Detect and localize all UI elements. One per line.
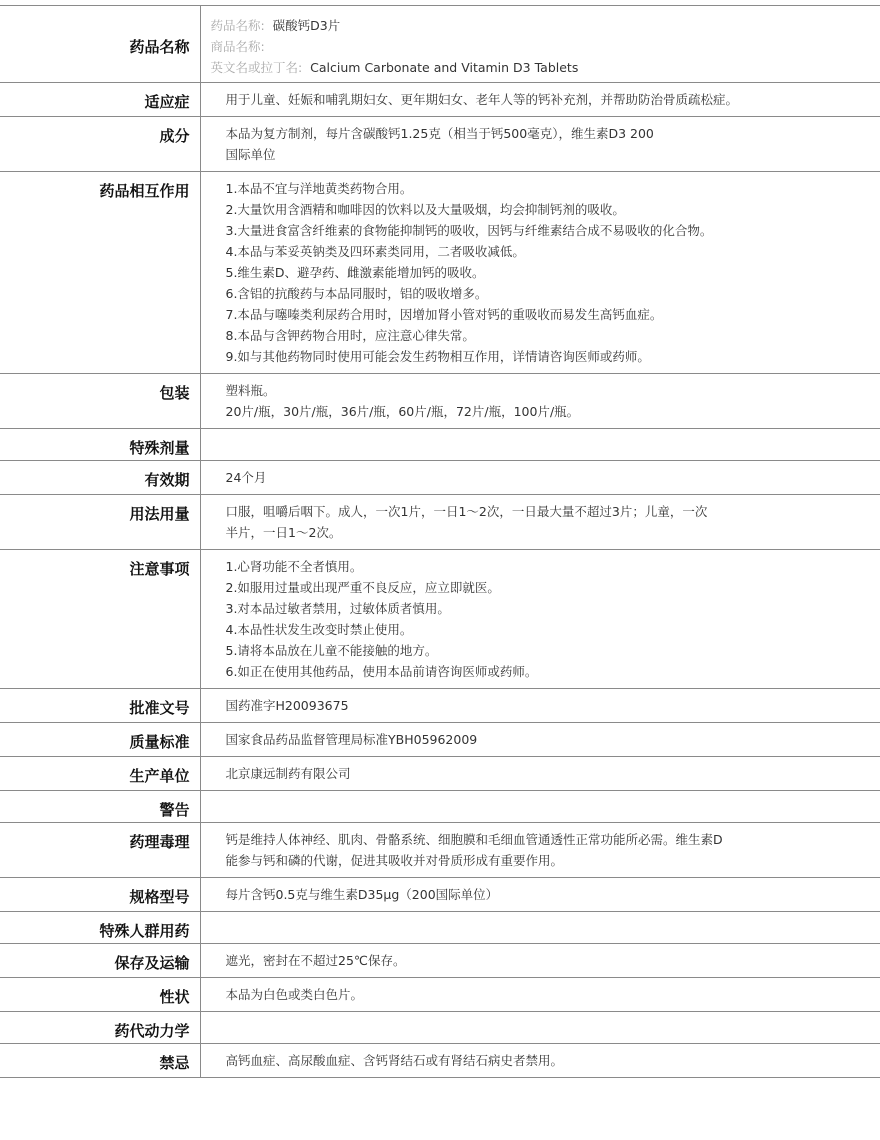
field-value: Calcium Carbonate and Vitamin D3 Tablets	[310, 60, 579, 75]
row-label: 规格型号	[0, 878, 200, 912]
info-row	[0, 757, 880, 791]
info-row	[0, 117, 880, 172]
row-value	[200, 791, 880, 823]
row-value	[200, 1012, 880, 1044]
value-line: 8.本品与含钾药物合用时，应注意心律失常。	[225, 328, 475, 343]
row-value	[200, 172, 880, 374]
row-value	[200, 689, 880, 723]
info-row	[0, 912, 880, 944]
value-line: 塑料瓶。	[225, 383, 276, 398]
value-line: 国家食品药品监督管理局标准YBH05962009	[225, 732, 478, 747]
english-name-field	[211, 57, 880, 78]
value-line: 用于儿童、妊娠和哺乳期妇女、更年期妇女、老年人等的钙补充剂，并帮助防治骨质疏松症。	[225, 92, 739, 107]
value-line: 1.心肾功能不全者慎用。	[225, 559, 363, 574]
row-value	[200, 374, 880, 429]
info-row	[0, 823, 880, 878]
row-label: 批准文号	[0, 689, 200, 723]
drug-info-table	[0, 5, 880, 1078]
row-label: 用法用量	[0, 495, 200, 550]
info-row	[0, 944, 880, 978]
value-line: 1.本品不宜与洋地黄类药物合用。	[225, 181, 413, 196]
value-line: 7.本品与噻嗪类利尿药合用时，因增加肾小管对钙的重吸收而易发生高钙血症。	[225, 307, 663, 322]
row-value	[200, 1044, 880, 1078]
row-value	[200, 83, 880, 117]
trade-name-field	[211, 36, 880, 57]
value-line: 每片含钙0.5克与维生素D35μg（200国际单位）	[225, 887, 499, 902]
value-line: 能参与钙和磷的代谢，促进其吸收并对骨质形成有重要作用。	[225, 853, 564, 868]
drug-name-fields	[200, 6, 880, 83]
row-value	[200, 723, 880, 757]
value-line: 本品为复方制剂，每片含碳酸钙1.25克（相当于钙500毫克），维生素D3 200	[225, 126, 654, 141]
row-value	[200, 757, 880, 791]
value-line: 24个月	[225, 470, 267, 485]
row-label: 药代动力学	[0, 1012, 200, 1044]
row-label: 注意事项	[0, 550, 200, 689]
value-line: 国药准字H20093675	[225, 698, 349, 713]
value-line: 遮光，密封在不超过25℃保存。	[225, 953, 406, 968]
row-label: 禁忌	[0, 1044, 200, 1078]
row-label: 性状	[0, 978, 200, 1012]
row-value	[200, 978, 880, 1012]
value-line: 半片，一日1～2次。	[225, 525, 342, 540]
field-key: 英文名或拉丁名:	[210, 60, 303, 75]
value-line: 6.如正在使用其他药品，使用本品前请咨询医师或药师。	[225, 664, 538, 679]
value-line: 5.请将本品放在儿童不能接触的地方。	[225, 643, 438, 658]
value-line: 本品为白色或类白色片。	[225, 987, 364, 1002]
row-value	[200, 878, 880, 912]
info-row	[0, 429, 880, 461]
info-row	[0, 723, 880, 757]
info-row	[0, 172, 880, 374]
field-value: 碳酸钙D3片	[272, 18, 341, 33]
value-line: 钙是维持人体神经、肌肉、骨骼系统、细胞膜和毛细血管通透性正常功能所必需。维生素D	[225, 832, 723, 847]
row-label: 药品名称	[0, 6, 200, 83]
value-line: 国际单位	[225, 147, 276, 162]
row-value	[200, 550, 880, 689]
generic-name-field	[211, 15, 880, 36]
info-row	[0, 374, 880, 429]
info-row	[0, 689, 880, 723]
row-value	[200, 495, 880, 550]
row-value	[200, 117, 880, 172]
info-row	[0, 550, 880, 689]
row-label: 警告	[0, 791, 200, 823]
row-value	[200, 461, 880, 495]
row-label: 特殊剂量	[0, 429, 200, 461]
row-label: 质量标准	[0, 723, 200, 757]
row-value	[200, 944, 880, 978]
row-value	[200, 823, 880, 878]
row-label: 适应症	[0, 83, 200, 117]
info-row	[0, 83, 880, 117]
field-key: 商品名称:	[210, 39, 265, 54]
row-label: 包装	[0, 374, 200, 429]
value-line: 口服，咀嚼后咽下。成人，一次1片，一日1～2次，一日最大量不超过3片；儿童，一次	[225, 504, 708, 519]
row-value	[200, 912, 880, 944]
value-line: 4.本品性状发生改变时禁止使用。	[225, 622, 413, 637]
info-row	[0, 495, 880, 550]
value-line: 高钙血症、高尿酸血症、含钙肾结石或有肾结石病史者禁用。	[225, 1053, 564, 1068]
value-line: 5.维生素D、避孕药、雌激素能增加钙的吸收。	[225, 265, 485, 280]
row-label: 生产单位	[0, 757, 200, 791]
value-line: 2.如服用过量或出现严重不良反应，应立即就医。	[225, 580, 500, 595]
row-label: 特殊人群用药	[0, 912, 200, 944]
info-row	[0, 791, 880, 823]
value-line: 9.如与其他药物同时使用可能会发生药物相互作用，详情请咨询医师或药师。	[225, 349, 650, 364]
drug-name-row	[0, 6, 880, 83]
row-label: 药品相互作用	[0, 172, 200, 374]
value-line: 3.对本品过敏者禁用，过敏体质者慎用。	[225, 601, 450, 616]
info-row	[0, 878, 880, 912]
value-line: 2.大量饮用含酒精和咖啡因的饮料以及大量吸烟，均会抑制钙剂的吸收。	[225, 202, 625, 217]
value-line: 4.本品与苯妥英钠类及四环素类同用，二者吸收减低。	[225, 244, 525, 259]
value-line: 6.含铝的抗酸药与本品同服时，铝的吸收增多。	[225, 286, 488, 301]
info-row	[0, 978, 880, 1012]
row-label: 成分	[0, 117, 200, 172]
value-line: 20片/瓶，30片/瓶，36片/瓶，60片/瓶，72片/瓶，100片/瓶。	[225, 404, 580, 419]
value-line: 北京康远制药有限公司	[225, 766, 351, 781]
row-label: 保存及运输	[0, 944, 200, 978]
field-key: 药品名称:	[210, 18, 265, 33]
row-value	[200, 429, 880, 461]
info-row	[0, 1044, 880, 1078]
row-label: 有效期	[0, 461, 200, 495]
info-row	[0, 1012, 880, 1044]
row-label: 药理毒理	[0, 823, 200, 878]
info-row	[0, 461, 880, 495]
value-line: 3.大量进食富含纤维素的食物能抑制钙的吸收，因钙与纤维素结合成不易吸收的化合物。	[225, 223, 713, 238]
